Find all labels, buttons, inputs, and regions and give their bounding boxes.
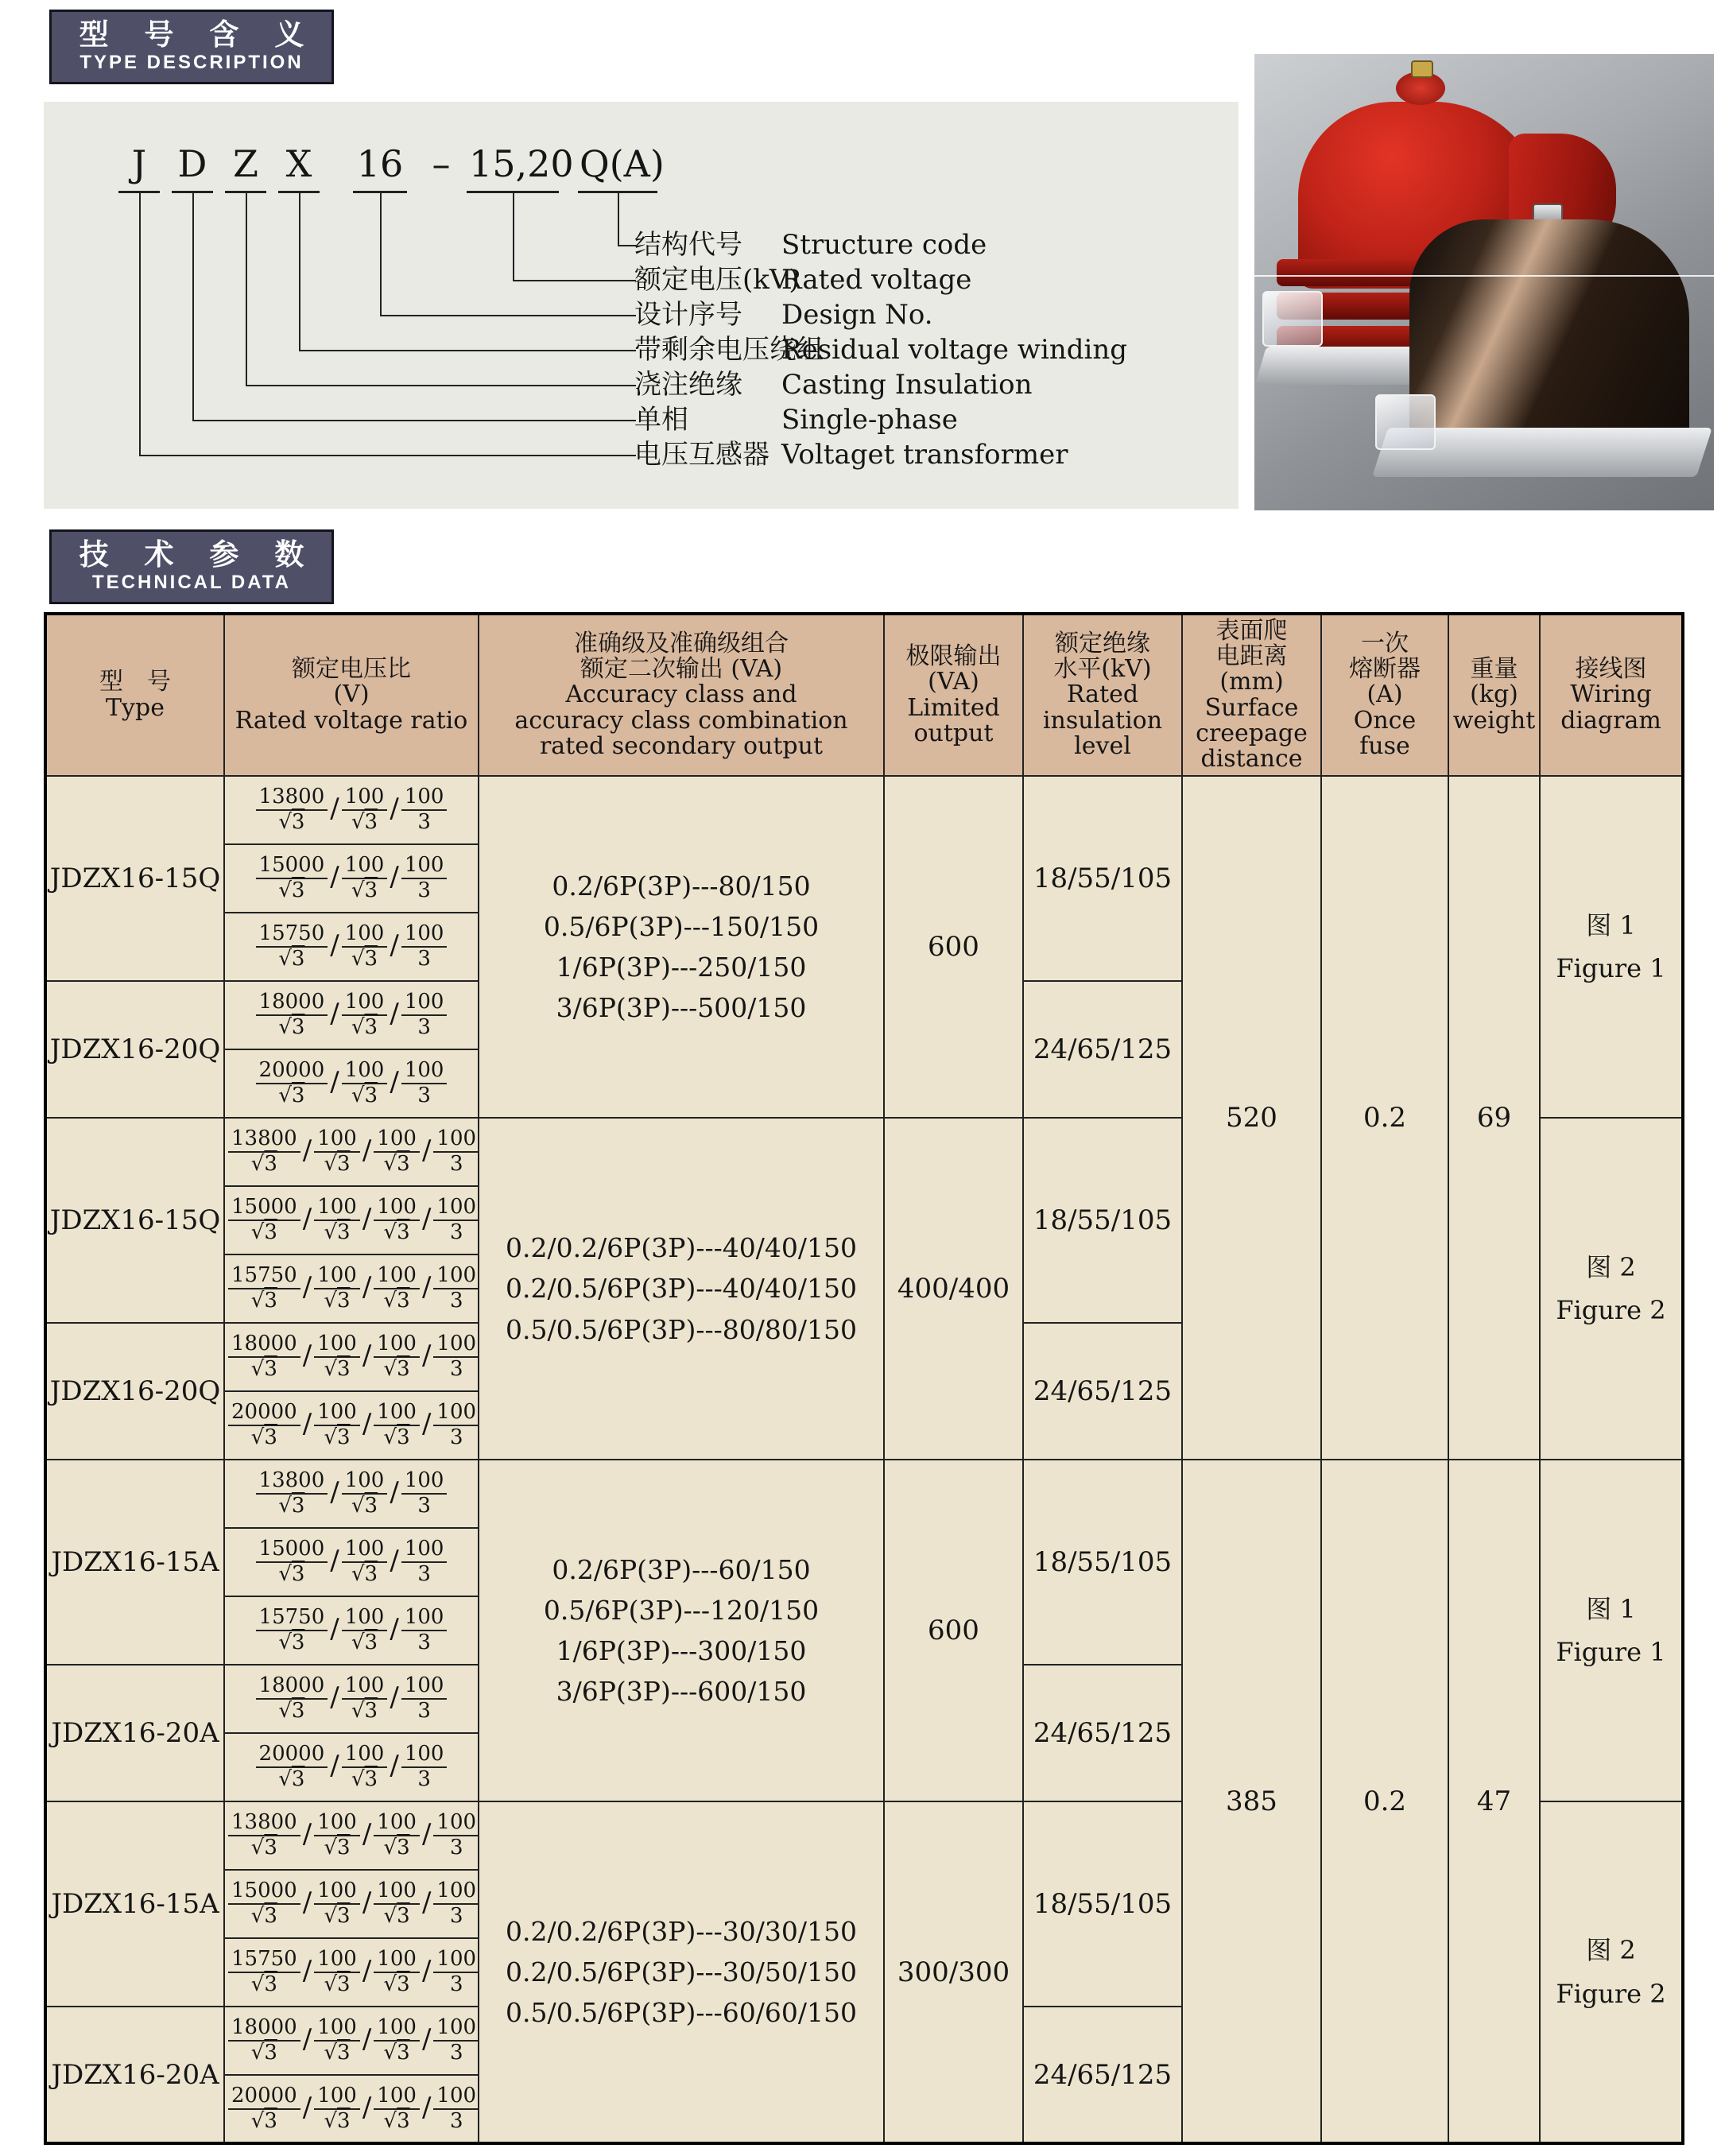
col-header-creepage-distance: 表面爬 电距离 (mm) Surface creepage distance [1182, 614, 1321, 776]
type-cell: JDZX16-15Q [45, 776, 224, 981]
col-header-fuse: 一次 熔断器 (A) Once fuse [1321, 614, 1448, 776]
ratio-cell: $\frac{18000}{√3}$ / $\frac{100}{√3}$ / $\frac{100}{3}$ [224, 981, 479, 1049]
weight-cell: 69 [1448, 776, 1540, 1460]
col-header-rated-voltage-ratio: 额定电压比 (V) Rated voltage ratio [224, 614, 479, 776]
ratio-cell: $\frac{18000}{√3}$ / $\frac{100}{√3}$ / $\frac{100}{3}$ [224, 1665, 479, 1733]
code-label-en: Casting Insulation [781, 369, 1033, 401]
ratio-cell: $\frac{13800}{√3}$ / $\frac{100}{√3}$ / $\frac{100}{3}$ [224, 776, 479, 844]
insulation-cell: 24/65/125 [1023, 981, 1182, 1118]
type-cell: JDZX16-20A [45, 1665, 224, 1801]
ratio-cell: $\frac{13800}{√3}$ / $\frac{100}{√3}$ / $\frac{100}{3}$ [224, 1460, 479, 1528]
ratio-cell: $\frac{18000}{√3}$ / $\frac{100}{√3}$ / $\frac{100}{√3}$ / $\frac{100}{3}$ [224, 2007, 479, 2075]
ratio-cell: $\frac{15000}{√3}$ / $\frac{100}{√3}$ / $\frac{100}{3}$ [224, 844, 479, 913]
technical-data-badge [49, 529, 334, 604]
connector-line [139, 192, 636, 456]
table-body [45, 776, 1683, 2143]
type-code-segment: Z [233, 142, 258, 185]
type-cell: JDZX16-15Q [45, 1118, 224, 1323]
type-code-segment: J [131, 142, 147, 185]
limited-output-cell: 400/400 [884, 1118, 1023, 1460]
code-label-en: Rated voltage [781, 264, 972, 296]
type-code-segment: X [285, 142, 312, 185]
insulation-cell: 18/55/105 [1023, 1460, 1182, 1665]
code-label-en: Voltaget transformer [781, 439, 1068, 471]
type-code-segment: – [432, 142, 451, 185]
type-cell: JDZX16-20A [45, 2007, 224, 2143]
code-label-zh: 额定电压(kV) [634, 264, 800, 296]
type-cell: JDZX16-20Q [45, 981, 224, 1118]
insulation-cell: 24/65/125 [1023, 1665, 1182, 1801]
fuse-cell: 0.2 [1321, 776, 1448, 1460]
type-cell: JDZX16-15A [45, 1801, 224, 2007]
insulation-cell: 24/65/125 [1023, 1323, 1182, 1460]
limited-output-cell: 600 [884, 1460, 1023, 1801]
accuracy-cell: 0.2/6P(3P)---60/150 0.5/6P(3P)---120/150 1/6P(3P)---300/150 3/6P(3P)---600/150 [479, 1460, 884, 1801]
wiring-cell: 图 1 Figure 1 [1540, 1460, 1683, 1801]
code-label-zh: 带剩余电压绕组 [634, 334, 824, 366]
photo-highlight-line [1254, 275, 1714, 277]
type-cell: JDZX16-15A [45, 1460, 224, 1665]
col-header-weight: 重量 (kg) weight [1448, 614, 1540, 776]
ratio-cell: $\frac{15750}{√3}$ / $\frac{100}{√3}$ / $\frac{100}{√3}$ / $\frac{100}{3}$ [224, 1938, 479, 2007]
code-label-en: Single-phase [781, 404, 958, 436]
code-label-zh: 结构代号 [634, 229, 742, 261]
code-label-zh: 单相 [634, 404, 688, 436]
code-label-en: Design No. [781, 299, 933, 331]
col-header-accuracy-class: 准确级及准确级组合 额定二次输出 (VA) Accuracy class and accuracy class combination rated secondary output [479, 614, 884, 776]
ratio-cell: $\frac{13800}{√3}$ / $\frac{100}{√3}$ / $\frac{100}{√3}$ / $\frac{100}{3}$ [224, 1801, 479, 1870]
ratio-cell: $\frac{20000}{√3}$ / $\frac{100}{√3}$ / $\frac{100}{3}$ [224, 1049, 479, 1118]
badge-title-zh: 技 术 参 数 [79, 537, 317, 572]
fuse-cell: 0.2 [1321, 1460, 1448, 2143]
type-code-segment: 15,20 [469, 142, 574, 185]
badge-title-en: TECHNICAL DATA [92, 571, 291, 593]
wiring-cell: 图 1 Figure 1 [1540, 776, 1683, 1118]
ratio-cell: $\frac{20000}{√3}$ / $\frac{100}{√3}$ / $\frac{100}{3}$ [224, 1733, 479, 1801]
ratio-cell: $\frac{20000}{√3}$ / $\frac{100}{√3}$ / $\frac{100}{√3}$ / $\frac{100}{3}$ [224, 2075, 479, 2143]
ratio-cell: $\frac{20000}{√3}$ / $\frac{100}{√3}$ / $\frac{100}{√3}$ / $\frac{100}{3}$ [224, 1391, 479, 1460]
col-header-wiring-diagram: 接线图 Wiring diagram [1540, 614, 1683, 776]
insulation-cell: 24/65/125 [1023, 2007, 1182, 2143]
code-label-zh: 设计序号 [634, 299, 742, 331]
insulation-cell: 18/55/105 [1023, 1801, 1182, 2007]
col-header-limited-output: 极限输出 (VA) Limited output [884, 614, 1023, 776]
weight-cell: 47 [1448, 1460, 1540, 2143]
type-code-segment: 16 [356, 142, 404, 185]
terminal-block [1262, 291, 1323, 347]
type-code-panel [44, 102, 1239, 509]
creepage-cell: 520 [1182, 776, 1321, 1460]
ratio-cell: $\frac{13800}{√3}$ / $\frac{100}{√3}$ / $\frac{100}{√3}$ / $\frac{100}{3}$ [224, 1118, 479, 1186]
type-cell: JDZX16-20Q [45, 1323, 224, 1460]
accuracy-cell: 0.2/0.2/6P(3P)---30/30/150 0.2/0.5/6P(3P)---30/50/150 0.5/0.5/6P(3P)---60/60/150 [479, 1801, 884, 2143]
terminal-bolt [1411, 60, 1433, 78]
col-header-type: 型 号 Type [45, 614, 224, 776]
table-row [45, 1460, 1683, 1528]
limited-output-cell: 300/300 [884, 1801, 1023, 2143]
limited-output-cell: 600 [884, 776, 1023, 1118]
table-row [45, 776, 1683, 844]
ratio-cell: $\frac{15750}{√3}$ / $\frac{100}{√3}$ / $\frac{100}{3}$ [224, 913, 479, 981]
accuracy-cell: 0.2/0.2/6P(3P)---40/40/150 0.2/0.5/6P(3P)---40/40/150 0.5/0.5/6P(3P)---80/80/150 [479, 1118, 884, 1460]
code-label-en: Structure code [781, 229, 987, 261]
insulation-cell: 18/55/105 [1023, 776, 1182, 981]
badge-title-en: TYPE DESCRIPTION [79, 51, 304, 73]
ratio-cell: $\frac{15750}{√3}$ / $\frac{100}{√3}$ / $\frac{100}{3}$ [224, 1596, 479, 1665]
technical-data-table [44, 612, 1684, 2145]
code-label-en: Residual voltage winding [781, 334, 1128, 366]
ratio-cell: $\frac{15000}{√3}$ / $\frac{100}{√3}$ / $\frac{100}{3}$ [224, 1528, 479, 1596]
product-photo [1254, 54, 1714, 510]
badge-title-zh: 型 号 含 义 [79, 17, 317, 52]
ratio-cell: $\frac{18000}{√3}$ / $\frac{100}{√3}$ / $\frac{100}{√3}$ / $\frac{100}{3}$ [224, 1323, 479, 1391]
code-label-zh: 浇注绝缘 [634, 369, 742, 401]
ratio-cell: $\frac{15000}{√3}$ / $\frac{100}{√3}$ / $\frac{100}{√3}$ / $\frac{100}{3}$ [224, 1870, 479, 1938]
type-code-segment: Q(A) [580, 142, 665, 185]
terminal-block [1375, 394, 1436, 450]
col-header-insulation-level: 额定绝缘 水平(kV) Rated insulation level [1023, 614, 1182, 776]
dark-transformer-body [1409, 219, 1689, 448]
code-label-zh: 电压互感器 [634, 439, 769, 471]
accuracy-cell: 0.2/6P(3P)---80/150 0.5/6P(3P)---150/150 1/6P(3P)---250/150 3/6P(3P)---500/150 [479, 776, 884, 1118]
wiring-cell: 图 2 Figure 2 [1540, 1801, 1683, 2143]
wiring-cell: 图 2 Figure 2 [1540, 1118, 1683, 1460]
creepage-cell: 385 [1182, 1460, 1321, 2143]
ratio-cell: $\frac{15000}{√3}$ / $\frac{100}{√3}$ / $\frac{100}{√3}$ / $\frac{100}{3}$ [224, 1186, 479, 1254]
insulation-cell: 18/55/105 [1023, 1118, 1182, 1323]
table-header-row [45, 614, 1683, 776]
type-code-segment: D [177, 142, 207, 185]
ratio-cell: $\frac{15750}{√3}$ / $\frac{100}{√3}$ / $\frac{100}{√3}$ / $\frac{100}{3}$ [224, 1254, 479, 1323]
type-description-badge [49, 10, 334, 84]
